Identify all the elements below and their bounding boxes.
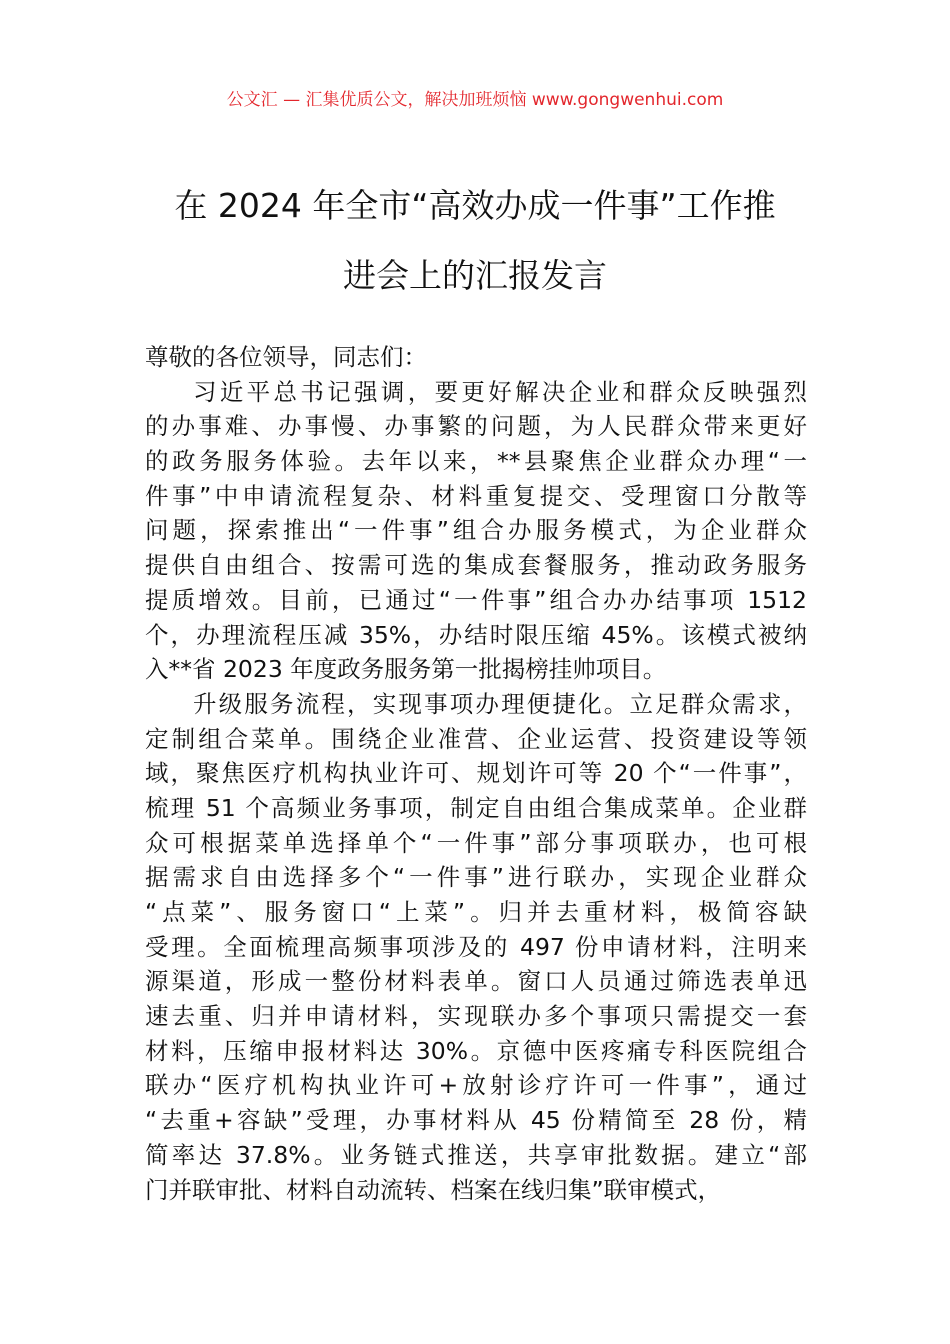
paragraph-line: 的政务服务体验。去年以来，**县聚焦企业群众办理“一 <box>145 447 807 476</box>
paragraph-line: 众可根据菜单选择单个“一件事”部分事项联办，也可根 <box>145 828 807 857</box>
paragraph-line: 问题，探索推出“一件事”组合办服务模式，为企业群众 <box>145 516 807 545</box>
paragraph-line: “去重+容缺”受理，办事材料从 45 份精简至 28 份，精 <box>145 1106 807 1135</box>
paragraph-line: 源渠道，形成一整份材料表单。窗口人员通过筛选表单迅 <box>145 967 807 996</box>
paragraph-line: “点菜”、服务窗口“上菜”。归并去重材料，极简容缺 <box>145 898 807 926</box>
watermark-banner: 公文汇 — 汇集优质公文，解决加班烦恼 www.gongwenhui.com <box>226 90 724 110</box>
paragraph-line: 速去重、归并申请材料，实现联办多个事项只需提交一套 <box>145 1002 807 1031</box>
paragraph-line: 域，聚焦医疗机构执业许可、规划许可等 20 个“一件事”， <box>145 759 807 788</box>
paragraph <box>145 375 807 687</box>
paragraph <box>145 687 807 1207</box>
paragraph-line: 联办“医疗机构执业许可+放射诊疗许可一件事”，通过 <box>145 1071 807 1100</box>
salutation: 尊敬的各位领导，同志们： <box>145 343 427 371</box>
paragraph-line: 习近平总书记强调，要更好解决企业和群众反映强烈 <box>193 377 807 406</box>
paragraph-line: 门并联审批、材料自动流转、档案在线归集”联审模式， <box>145 1175 722 1204</box>
paragraph-line: 材料，压缩申报材料达 30%。京德中医疼痛专科医院组合 <box>145 1036 807 1065</box>
paragraph-line: 入**省 2023 年度政务服务第一批揭榜挂帅项目。 <box>145 655 667 684</box>
paragraph-line: 提质增效。目前，已通过“一件事”组合办办结事项 1512 <box>145 585 807 614</box>
paragraph-line: 升级服务流程，实现事项办理便捷化。立足群众需求， <box>193 689 807 718</box>
document-body <box>145 340 807 1207</box>
paragraph-line: 梳理 51 个高频业务事项，制定自由组合集成菜单。企业群 <box>145 793 807 822</box>
paragraph-line: 据需求自由选择多个“一件事”进行联办，实现企业群众 <box>145 863 807 892</box>
paragraph-line: 提供自由组合、按需可选的集成套餐服务，推动政务服务 <box>145 551 807 580</box>
paragraph-line: 简率达 37.8%。业务链式推送，共享审批数据。建立“部 <box>145 1140 807 1169</box>
document-title-line-2: 进会上的汇报发言 <box>343 256 607 295</box>
document-title-line-1: 在 2024 年全市“高效办成一件事”工作推 <box>174 186 776 225</box>
paragraph-line: 的办事难、办事慢、办事繁的问题，为人民群众带来更好 <box>145 412 807 441</box>
paragraph-line: 受理。全面梳理高频事项涉及的 497 份申请材料，注明来 <box>145 932 807 961</box>
paragraph-line: 个，办理流程压减 35%，办结时限压缩 45%。该模式被纳 <box>145 620 807 649</box>
paragraph-line: 定制组合菜单。围绕企业准营、企业运营、投资建设等领 <box>145 724 807 753</box>
paragraph-line: 件事”中申请流程复杂、材料重复提交、受理窗口分散等 <box>145 481 807 510</box>
paragraphs <box>145 375 807 1208</box>
